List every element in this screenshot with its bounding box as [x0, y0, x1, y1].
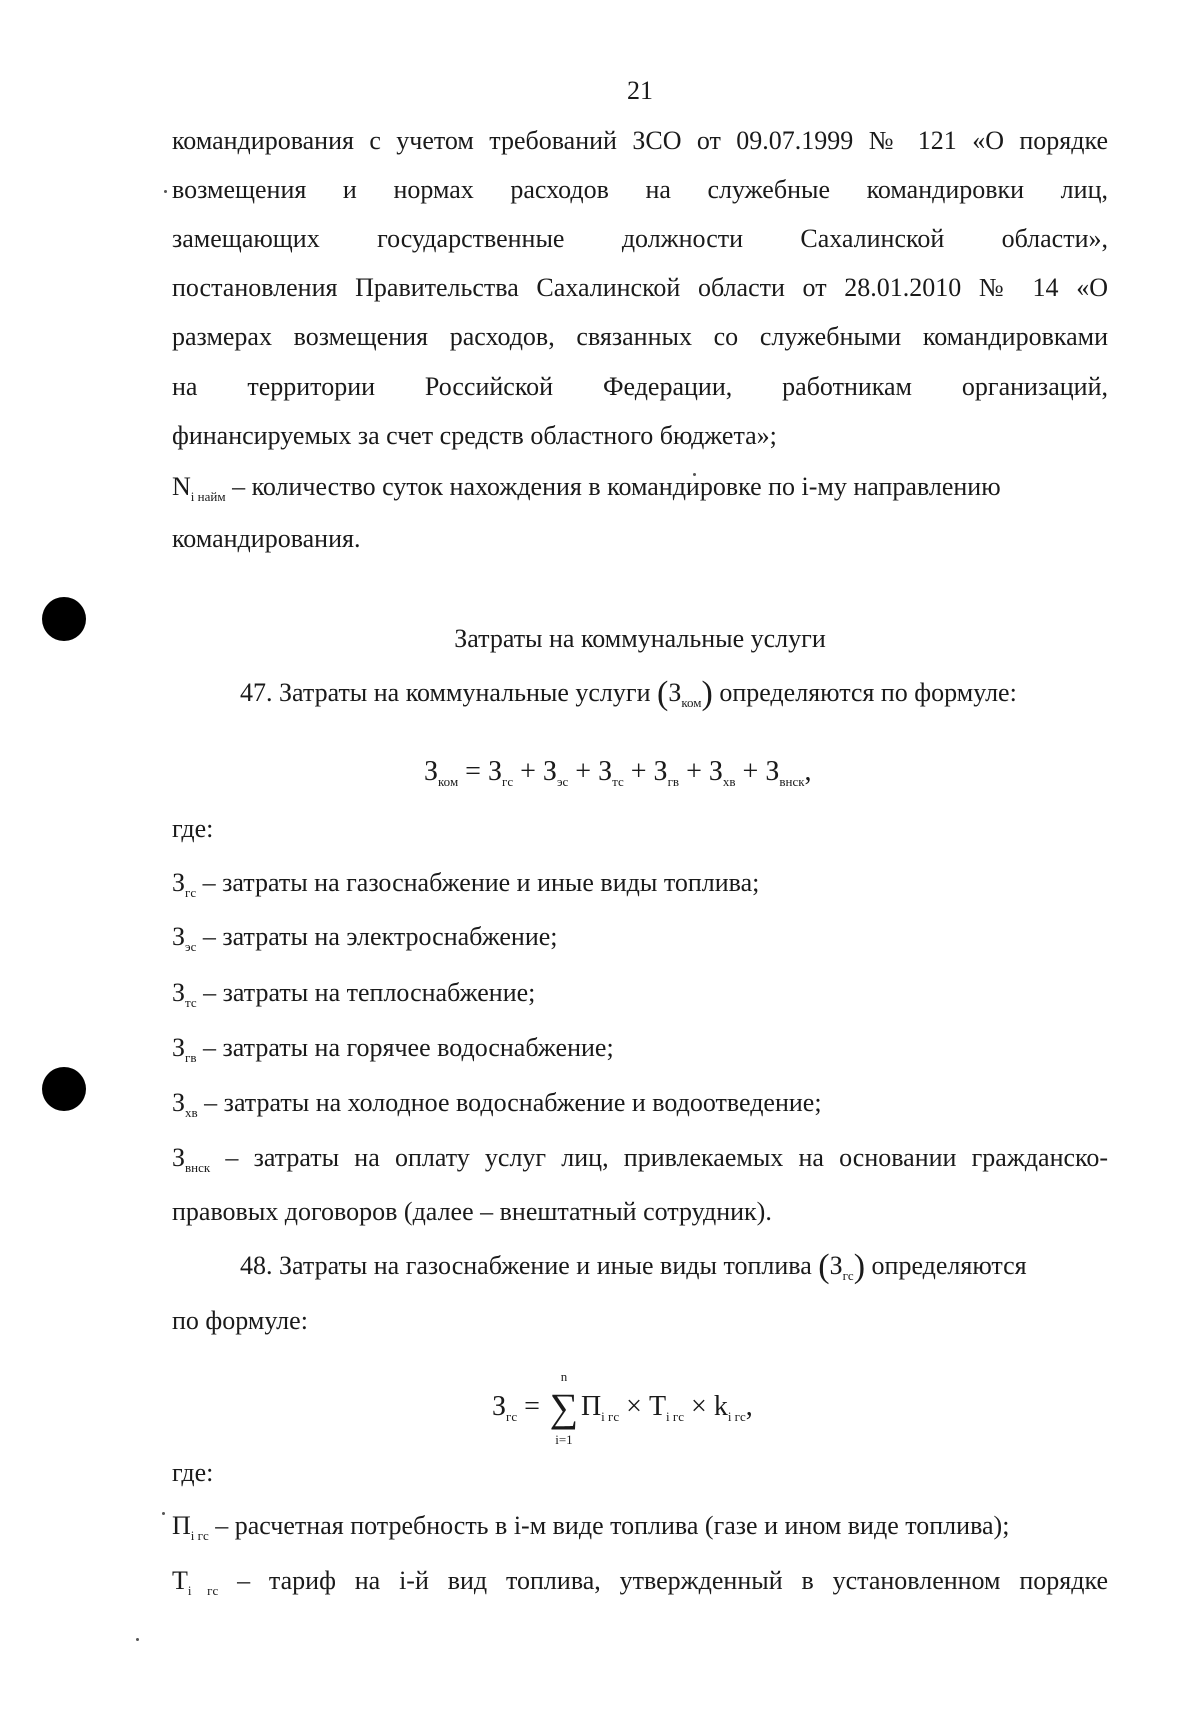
- n-definition: [172, 470, 1108, 504]
- sum-upper-limit: n: [560, 1369, 568, 1384]
- paragraph-line: на территории Российской Федерации, работникам организаций,: [172, 372, 1108, 401]
- formula-communal: $З_{ком} = З_{гс} + З_{эс} + З_{тс} + З_{гв} + З_{хв} + З_{внск}$,: [424, 756, 812, 789]
- summation-sign: n ∑ i=1: [547, 1384, 581, 1431]
- definition-hv: [172, 1086, 1108, 1120]
- definition-vnsk-continued: правовых договоров (далее – внештатный сотрудник).: [172, 1197, 772, 1226]
- formula-trailing: ,: [804, 756, 812, 787]
- formula-factor-sub: i гс: [727, 1409, 746, 1424]
- scan-speck: [164, 190, 167, 193]
- definition-ts: [172, 976, 1108, 1010]
- formula-factor: k: [713, 1391, 728, 1422]
- symbol: З: [172, 978, 186, 1007]
- definition-text: – затраты на электроснабжение;: [196, 922, 558, 951]
- definition-text: – тариф на i-й вид топлива, утвержденный в установленном порядке: [218, 1566, 1108, 1595]
- item-text: 47. Затраты на коммунальные услуги: [240, 678, 657, 707]
- paragraph-line: размерах возмещения расходов, связанных со служебными командировками: [172, 322, 1108, 351]
- symbol: N: [172, 472, 191, 501]
- symbol: П: [172, 1511, 191, 1540]
- formula-term-sub: эс: [556, 774, 569, 789]
- scan-speck: [162, 1512, 165, 1515]
- subscript: хв: [185, 1105, 198, 1120]
- formula-term: З: [708, 756, 723, 787]
- n-definition-continued: командирования.: [172, 524, 361, 553]
- formula-term: З: [598, 756, 613, 787]
- paragraph-line: замещающих государственные должности Сахалинской области»,: [172, 224, 1108, 253]
- symbol: З: [668, 678, 682, 707]
- formula-factor-sub: i гс: [666, 1409, 685, 1424]
- item-text: определяются: [865, 1251, 1027, 1280]
- paragraph-line: возмещения и нормах расходов на служебные командировки лиц,: [172, 175, 1108, 204]
- formula-term: З: [542, 756, 557, 787]
- subscript: внск: [185, 1160, 211, 1175]
- definition-es: [172, 920, 1108, 954]
- formula-term: З: [487, 756, 502, 787]
- binder-hole-top: [42, 597, 86, 641]
- formula-term-sub: хв: [722, 774, 736, 789]
- formula-trailing: ,: [745, 1391, 753, 1422]
- formula-factor: П: [580, 1391, 602, 1422]
- symbol: З: [829, 1251, 843, 1280]
- definition-text: – количество суток нахождения в командировке по i-му направлению: [225, 472, 1001, 501]
- definition-text: – затраты на оплату услуг лиц, привлекаемых на основании гражданско-: [210, 1143, 1108, 1172]
- subscript: i гс: [187, 1583, 219, 1598]
- item-47: 47. Затраты на коммунальные услуги $(З_{ком})$ определяются по формуле:: [240, 675, 1017, 712]
- item-text: определяются по формуле:: [712, 678, 1017, 707]
- formula-lhs: З: [424, 756, 439, 787]
- definition-gv: [172, 1031, 1108, 1065]
- symbol: З: [172, 1033, 186, 1062]
- definition-p: [172, 1509, 1108, 1543]
- definition-text: – затраты на теплоснабжение;: [196, 978, 536, 1007]
- section-title: Затраты на коммунальные услуги: [454, 624, 826, 653]
- formula-factor-sub: i гс: [601, 1409, 620, 1424]
- subscript: гв: [185, 1050, 197, 1065]
- subscript: тс: [185, 995, 197, 1010]
- definition-text: – расчетная потребность в i-м виде топлива (газе и ином виде топлива);: [208, 1511, 1010, 1540]
- definition-text: – затраты на газоснабжение и иные виды топлива;: [196, 868, 760, 897]
- sum-lower-limit: i=1: [555, 1432, 573, 1447]
- symbol: З: [172, 1143, 186, 1172]
- formula-factor: Т: [648, 1391, 667, 1422]
- where-label: где:: [172, 1458, 214, 1487]
- definition-gs: [172, 866, 1108, 900]
- symbol: З: [172, 1088, 186, 1117]
- subscript: гс: [842, 1268, 854, 1283]
- formula-lhs-sub: гс: [506, 1409, 518, 1424]
- subscript: i гс: [190, 1528, 209, 1543]
- subscript: i найм: [190, 489, 226, 504]
- formula-lhs: З: [492, 1391, 507, 1422]
- item-48: 48. Затраты на газоснабжение и иные виды топлива $(З_{гс})$ определяются: [240, 1248, 1027, 1285]
- item-text: 48. Затраты на газоснабжение и иные виды топлива: [240, 1251, 819, 1280]
- formula-term: З: [765, 756, 780, 787]
- symbol: З: [172, 922, 186, 951]
- scan-speck: [136, 1638, 139, 1641]
- definition-vnsk: [172, 1141, 1108, 1175]
- symbol: Т: [172, 1566, 188, 1595]
- formula-term-sub: гс: [502, 774, 514, 789]
- binder-hole-bottom: [42, 1067, 86, 1111]
- paragraph-line: финансируемых за счет средств областного бюджета»;: [172, 421, 777, 450]
- paragraph-line: командирования с учетом требований ЗСО от 09.07.1999 № 121 «О порядке: [172, 126, 1108, 155]
- definition-t: [172, 1564, 1108, 1598]
- formula-gas: $З_{гс}$ = n ∑ i=1 $П_{i гс} \times Т_{i гс} \times k_{i гс}$,: [492, 1369, 753, 1447]
- subscript: эс: [185, 939, 197, 954]
- item-48-continued: по формуле:: [172, 1306, 308, 1335]
- subscript: гс: [185, 885, 197, 900]
- formula-term-sub: внск: [779, 774, 805, 789]
- formula-term-sub: тс: [612, 774, 624, 789]
- subscript: ком: [681, 695, 702, 710]
- definition-text: – затраты на горячее водоснабжение;: [196, 1033, 614, 1062]
- formula-lhs-sub: ком: [438, 774, 459, 789]
- where-label: где:: [172, 814, 214, 843]
- paragraph-line: постановления Правительства Сахалинской области от 28.01.2010 № 14 «О: [172, 273, 1108, 302]
- formula-term: З: [653, 756, 668, 787]
- page-number: 21: [627, 76, 653, 105]
- symbol: З: [172, 868, 186, 897]
- definition-text: – затраты на холодное водоснабжение и водоотведение;: [197, 1088, 822, 1117]
- formula-term-sub: гв: [667, 774, 680, 789]
